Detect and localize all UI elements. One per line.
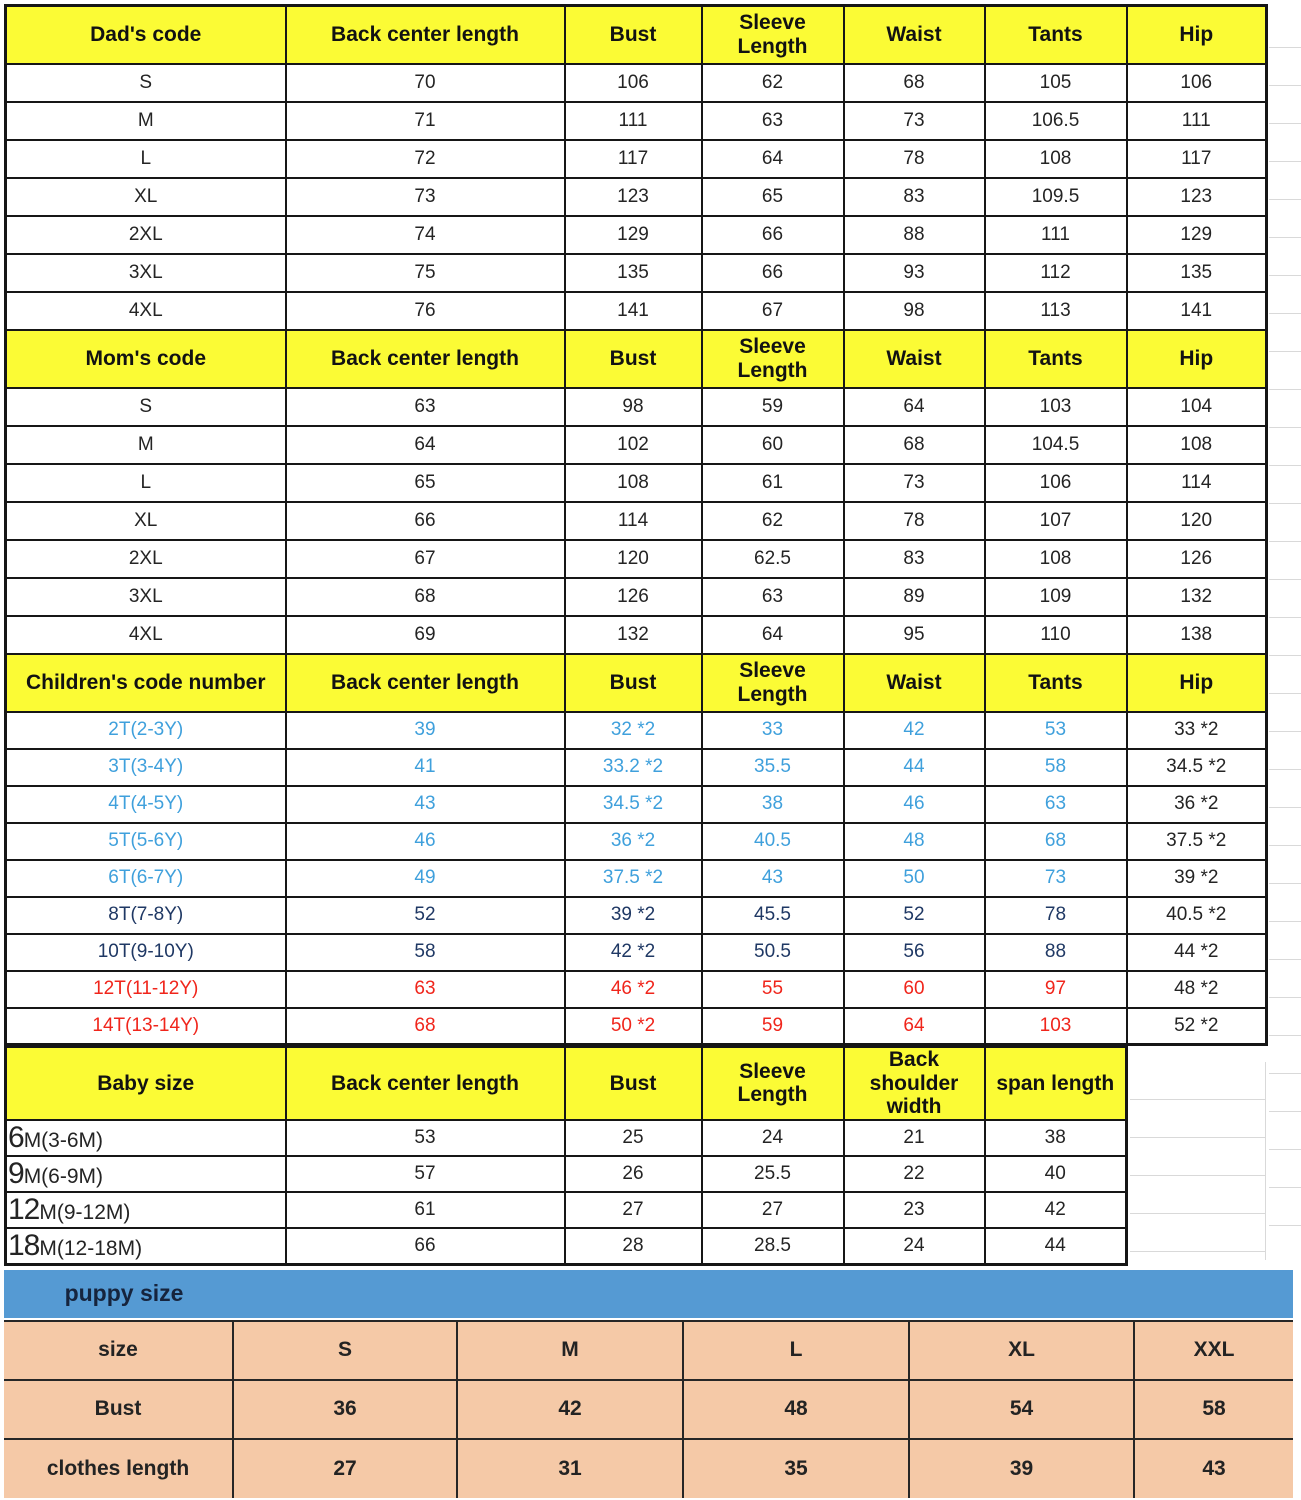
measurement-cell: 53 xyxy=(985,712,1127,749)
measurement-cell: 27 xyxy=(702,1192,844,1228)
column-header: Back center length xyxy=(286,654,565,712)
mom-row xyxy=(6,616,1267,654)
children-row xyxy=(6,971,1267,1008)
measurement-cell: 68 xyxy=(844,426,985,464)
spreadsheet-gridlines-baby-right xyxy=(1130,1062,1265,1260)
measurement-cell: 36 *2 xyxy=(1127,786,1267,823)
measurement-cell: 37.5 *2 xyxy=(565,860,702,897)
measurement-cell: 36 xyxy=(233,1380,457,1439)
puppy-size-cell: XXL xyxy=(1134,1321,1293,1380)
measurement-cell: 103 xyxy=(985,1008,1127,1045)
column-header: Tants xyxy=(985,654,1127,712)
dad-row xyxy=(6,64,1267,102)
measurement-cell: 46 xyxy=(286,823,565,860)
measurement-cell: 97 xyxy=(985,971,1127,1008)
baby-row xyxy=(6,1192,1127,1228)
measurement-cell: 123 xyxy=(1127,178,1267,216)
measurement-cell: 38 xyxy=(985,1120,1127,1156)
measurement-cell: 78 xyxy=(844,502,985,540)
column-header: Hip xyxy=(1127,6,1267,64)
column-header: Hip xyxy=(1127,330,1267,388)
column-header: Waist xyxy=(844,654,985,712)
size-label-cell: 2XL xyxy=(6,540,286,578)
column-header: Mom's code xyxy=(6,330,286,388)
size-label-big-digit: 12 xyxy=(8,1192,40,1226)
measurement-cell: 129 xyxy=(1127,216,1267,254)
column-header: Bust xyxy=(565,1047,702,1120)
puppy-row-label: clothes length xyxy=(4,1439,233,1498)
size-label-rest: M(12-18M) xyxy=(39,1236,143,1260)
measurement-cell: 88 xyxy=(985,934,1127,971)
measurement-cell: 108 xyxy=(565,464,702,502)
measurement-cell: 83 xyxy=(844,178,985,216)
column-header: Bust xyxy=(565,6,702,64)
dad-row xyxy=(6,102,1267,140)
measurement-cell: 39 *2 xyxy=(565,897,702,934)
measurement-cell: 44 xyxy=(844,749,985,786)
measurement-cell: 64 xyxy=(702,616,844,654)
measurement-cell: 50.5 xyxy=(702,934,844,971)
size-label-cell: 4XL xyxy=(6,292,286,330)
size-label-cell: L xyxy=(6,140,286,178)
measurement-cell: 50 xyxy=(844,860,985,897)
measurement-cell: 43 xyxy=(1134,1439,1293,1498)
measurement-cell: 27 xyxy=(565,1192,702,1228)
puppy-size-cell: M xyxy=(457,1321,683,1380)
children-row xyxy=(6,749,1267,786)
measurement-cell: 35.5 xyxy=(702,749,844,786)
measurement-cell: 106 xyxy=(1127,64,1267,102)
column-header: Bust xyxy=(565,654,702,712)
measurement-cell: 42 *2 xyxy=(565,934,702,971)
measurement-cell: 78 xyxy=(985,897,1127,934)
measurement-cell: 63 xyxy=(702,102,844,140)
measurement-cell: 63 xyxy=(985,786,1127,823)
column-header: Hip xyxy=(1127,654,1267,712)
measurement-cell: 75 xyxy=(286,254,565,292)
puppy-size-cell: L xyxy=(683,1321,909,1380)
puppy-size-banner xyxy=(4,1270,1293,1318)
puppy-row-label: Bust xyxy=(4,1380,233,1439)
column-header: Sleeve Length xyxy=(702,330,844,388)
measurement-cell: 23 xyxy=(844,1192,985,1228)
measurement-cell: 50 *2 xyxy=(565,1008,702,1045)
measurement-cell: 109 xyxy=(985,578,1127,616)
size-label-cell: XL xyxy=(6,178,286,216)
measurement-cell: 74 xyxy=(286,216,565,254)
measurement-cell: 113 xyxy=(985,292,1127,330)
children-row xyxy=(6,786,1267,823)
children-row xyxy=(6,897,1267,934)
spreadsheet-gridline-vertical xyxy=(1265,1062,1266,1260)
measurement-cell: 68 xyxy=(844,64,985,102)
measurement-cell: 111 xyxy=(565,102,702,140)
measurement-cell: 138 xyxy=(1127,616,1267,654)
size-label-cell: M xyxy=(6,102,286,140)
measurement-cell: 117 xyxy=(565,140,702,178)
measurement-cell: 57 xyxy=(286,1156,565,1192)
measurement-cell: 55 xyxy=(702,971,844,1008)
measurement-cell: 67 xyxy=(702,292,844,330)
measurement-cell: 28.5 xyxy=(702,1228,844,1265)
mom-header-row xyxy=(6,330,1267,388)
dad-row xyxy=(6,216,1267,254)
measurement-cell: 24 xyxy=(844,1228,985,1265)
measurement-cell: 32 *2 xyxy=(565,712,702,749)
measurement-cell: 44 *2 xyxy=(1127,934,1267,971)
children-row xyxy=(6,934,1267,971)
measurement-cell: 62 xyxy=(702,502,844,540)
measurement-cell: 58 xyxy=(1134,1380,1293,1439)
size-label-cell: 3T(3-4Y) xyxy=(6,749,286,786)
measurement-cell: 64 xyxy=(286,426,565,464)
measurement-cell: 31 xyxy=(457,1439,683,1498)
measurement-cell: 65 xyxy=(286,464,565,502)
measurement-cell: 66 xyxy=(702,216,844,254)
measurement-cell: 41 xyxy=(286,749,565,786)
measurement-cell: 78 xyxy=(844,140,985,178)
size-label-big-digit: 9 xyxy=(8,1156,24,1190)
measurement-cell: 56 xyxy=(844,934,985,971)
measurement-cell: 89 xyxy=(844,578,985,616)
column-header: Back center length xyxy=(286,1047,565,1120)
measurement-cell: 141 xyxy=(565,292,702,330)
measurement-cell: 69 xyxy=(286,616,565,654)
column-header: span length xyxy=(985,1047,1127,1120)
measurement-cell: 38 xyxy=(702,786,844,823)
measurement-cell: 24 xyxy=(702,1120,844,1156)
measurement-cell: 66 xyxy=(286,502,565,540)
children-row xyxy=(6,712,1267,749)
size-label-cell: S xyxy=(6,64,286,102)
puppy-row-label: size xyxy=(4,1321,233,1380)
measurement-cell: 35 xyxy=(683,1439,909,1498)
measurement-cell: 70 xyxy=(286,64,565,102)
measurement-cell: 64 xyxy=(844,388,985,426)
size-label-big-digit: 18 xyxy=(8,1228,40,1262)
size-label-cell: 12T(11-12Y) xyxy=(6,971,286,1008)
measurement-cell: 95 xyxy=(844,616,985,654)
column-header: Tants xyxy=(985,6,1127,64)
measurement-cell: 42 xyxy=(457,1380,683,1439)
measurement-cell: 58 xyxy=(985,749,1127,786)
measurement-cell: 73 xyxy=(985,860,1127,897)
measurement-cell: 46 xyxy=(844,786,985,823)
size-label-cell: S xyxy=(6,388,286,426)
measurement-cell: 37.5 *2 xyxy=(1127,823,1267,860)
measurement-cell: 58 xyxy=(286,934,565,971)
size-label-cell xyxy=(6,1120,286,1156)
measurement-cell: 34.5 *2 xyxy=(565,786,702,823)
mom-row xyxy=(6,388,1267,426)
measurement-cell: 66 xyxy=(702,254,844,292)
children-row xyxy=(6,860,1267,897)
measurement-cell: 43 xyxy=(286,786,565,823)
column-header: Children's code number xyxy=(6,654,286,712)
measurement-cell: 33 xyxy=(702,712,844,749)
size-label-big-digit: 6 xyxy=(8,1120,24,1154)
measurement-cell: 108 xyxy=(985,540,1127,578)
measurement-cell: 120 xyxy=(1127,502,1267,540)
column-header: Dad's code xyxy=(6,6,286,64)
size-label-cell: 2XL xyxy=(6,216,286,254)
measurement-cell: 106 xyxy=(985,464,1127,502)
measurement-cell: 73 xyxy=(844,464,985,502)
children-header-row xyxy=(6,654,1267,712)
measurement-cell: 73 xyxy=(844,102,985,140)
measurement-cell: 48 xyxy=(844,823,985,860)
measurement-cell: 111 xyxy=(985,216,1127,254)
measurement-cell: 132 xyxy=(565,616,702,654)
column-header: Back center length xyxy=(286,330,565,388)
measurement-cell: 54 xyxy=(909,1380,1134,1439)
measurement-cell: 102 xyxy=(565,426,702,464)
measurement-cell: 73 xyxy=(286,178,565,216)
column-header: Sleeve Length xyxy=(702,1047,844,1120)
mom-row xyxy=(6,426,1267,464)
measurement-cell: 114 xyxy=(1127,464,1267,502)
measurement-cell: 135 xyxy=(565,254,702,292)
measurement-cell: 129 xyxy=(565,216,702,254)
measurement-cell: 106 xyxy=(565,64,702,102)
measurement-cell: 49 xyxy=(286,860,565,897)
measurement-cell: 93 xyxy=(844,254,985,292)
size-label-cell xyxy=(6,1228,286,1265)
dad-row xyxy=(6,140,1267,178)
measurement-cell: 25 xyxy=(565,1120,702,1156)
measurement-cell: 39 xyxy=(909,1439,1134,1498)
puppy-row xyxy=(4,1439,1293,1498)
size-label-cell: 2T(2-3Y) xyxy=(6,712,286,749)
size-label-cell: XL xyxy=(6,502,286,540)
dad-row xyxy=(6,254,1267,292)
measurement-cell: 34.5 *2 xyxy=(1127,749,1267,786)
size-label-cell: 14T(13-14Y) xyxy=(6,1008,286,1045)
size-label-cell: 5T(5-6Y) xyxy=(6,823,286,860)
children-row xyxy=(6,823,1267,860)
spreadsheet-gridlines-right xyxy=(1269,10,1301,1260)
dad-row xyxy=(6,292,1267,330)
measurement-cell: 104.5 xyxy=(985,426,1127,464)
size-label-rest: M(3-6M) xyxy=(23,1128,104,1152)
children-row xyxy=(6,1008,1267,1045)
measurement-cell: 59 xyxy=(702,388,844,426)
measurement-cell: 66 xyxy=(286,1228,565,1265)
measurement-cell: 42 xyxy=(985,1192,1127,1228)
measurement-cell: 36 *2 xyxy=(565,823,702,860)
puppy-size-row xyxy=(4,1321,1293,1380)
column-header: Back shoulder width xyxy=(844,1047,985,1120)
measurement-cell: 135 xyxy=(1127,254,1267,292)
measurement-cell: 107 xyxy=(985,502,1127,540)
measurement-cell: 40 xyxy=(985,1156,1127,1192)
measurement-cell: 43 xyxy=(702,860,844,897)
measurement-cell: 39 xyxy=(286,712,565,749)
measurement-cell: 88 xyxy=(844,216,985,254)
size-label-cell: L xyxy=(6,464,286,502)
measurement-cell: 63 xyxy=(286,388,565,426)
measurement-cell: 65 xyxy=(702,178,844,216)
measurement-cell: 52 xyxy=(286,897,565,934)
measurement-cell: 22 xyxy=(844,1156,985,1192)
measurement-cell: 105 xyxy=(985,64,1127,102)
column-header: Bust xyxy=(565,330,702,388)
measurement-cell: 52 *2 xyxy=(1127,1008,1267,1045)
size-label-rest: M(9-12M) xyxy=(39,1200,131,1224)
measurement-cell: 61 xyxy=(702,464,844,502)
measurement-cell: 60 xyxy=(702,426,844,464)
size-label-cell: 3XL xyxy=(6,578,286,616)
measurement-cell: 64 xyxy=(702,140,844,178)
measurement-cell: 59 xyxy=(702,1008,844,1045)
baby-header-row xyxy=(6,1047,1127,1120)
measurement-cell: 72 xyxy=(286,140,565,178)
measurement-cell: 103 xyxy=(985,388,1127,426)
puppy-size-cell: XL xyxy=(909,1321,1134,1380)
puppy-size-cell: S xyxy=(233,1321,457,1380)
measurement-cell: 83 xyxy=(844,540,985,578)
measurement-cell: 110 xyxy=(985,616,1127,654)
measurement-cell: 33 *2 xyxy=(1127,712,1267,749)
mom-row xyxy=(6,540,1267,578)
measurement-cell: 68 xyxy=(286,1008,565,1045)
measurement-cell: 21 xyxy=(844,1120,985,1156)
baby-size-table xyxy=(4,1046,1128,1266)
baby-row xyxy=(6,1228,1127,1265)
size-label-cell xyxy=(6,1192,286,1228)
puppy-size-table xyxy=(4,1320,1293,1498)
size-label-rest: M(6-9M) xyxy=(23,1164,104,1188)
measurement-cell: 27 xyxy=(233,1439,457,1498)
measurement-cell: 76 xyxy=(286,292,565,330)
measurement-cell: 112 xyxy=(985,254,1127,292)
measurement-cell: 104 xyxy=(1127,388,1267,426)
measurement-cell: 40.5 xyxy=(702,823,844,860)
family-size-table xyxy=(4,4,1268,1046)
measurement-cell: 61 xyxy=(286,1192,565,1228)
size-label-cell: 10T(9-10Y) xyxy=(6,934,286,971)
measurement-cell: 33.2 *2 xyxy=(565,749,702,786)
measurement-cell: 45.5 xyxy=(702,897,844,934)
size-label-cell: 8T(7-8Y) xyxy=(6,897,286,934)
measurement-cell: 68 xyxy=(286,578,565,616)
measurement-cell: 67 xyxy=(286,540,565,578)
measurement-cell: 53 xyxy=(286,1120,565,1156)
measurement-cell: 141 xyxy=(1127,292,1267,330)
measurement-cell: 52 xyxy=(844,897,985,934)
size-label-cell: 3XL xyxy=(6,254,286,292)
measurement-cell: 42 xyxy=(844,712,985,749)
measurement-cell: 25.5 xyxy=(702,1156,844,1192)
measurement-cell: 114 xyxy=(565,502,702,540)
column-header: Sleeve Length xyxy=(702,654,844,712)
measurement-cell: 63 xyxy=(702,578,844,616)
measurement-cell: 120 xyxy=(565,540,702,578)
size-label-cell: 4XL xyxy=(6,616,286,654)
measurement-cell: 117 xyxy=(1127,140,1267,178)
column-header: Tants xyxy=(985,330,1127,388)
measurement-cell: 40.5 *2 xyxy=(1127,897,1267,934)
measurement-cell: 126 xyxy=(565,578,702,616)
measurement-cell: 106.5 xyxy=(985,102,1127,140)
measurement-cell: 60 xyxy=(844,971,985,1008)
size-label-cell: 6T(6-7Y) xyxy=(6,860,286,897)
measurement-cell: 62.5 xyxy=(702,540,844,578)
measurement-cell: 98 xyxy=(565,388,702,426)
measurement-cell: 62 xyxy=(702,64,844,102)
size-label-cell xyxy=(6,1156,286,1192)
measurement-cell: 48 *2 xyxy=(1127,971,1267,1008)
mom-row xyxy=(6,464,1267,502)
measurement-cell: 68 xyxy=(985,823,1127,860)
measurement-cell: 98 xyxy=(844,292,985,330)
measurement-cell: 64 xyxy=(844,1008,985,1045)
measurement-cell: 111 xyxy=(1127,102,1267,140)
column-header: Waist xyxy=(844,6,985,64)
baby-row xyxy=(6,1120,1127,1156)
measurement-cell: 63 xyxy=(286,971,565,1008)
measurement-cell: 48 xyxy=(683,1380,909,1439)
measurement-cell: 28 xyxy=(565,1228,702,1265)
size-label-cell: 4T(4-5Y) xyxy=(6,786,286,823)
measurement-cell: 44 xyxy=(985,1228,1127,1265)
puppy-row xyxy=(4,1380,1293,1439)
mom-row xyxy=(6,578,1267,616)
column-header: Sleeve Length xyxy=(702,6,844,64)
column-header: Back center length xyxy=(286,6,565,64)
measurement-cell: 132 xyxy=(1127,578,1267,616)
measurement-cell: 123 xyxy=(565,178,702,216)
size-label-cell: M xyxy=(6,426,286,464)
dad-header-row xyxy=(6,6,1267,64)
mom-row xyxy=(6,502,1267,540)
puppy-banner-label: puppy size xyxy=(64,1280,184,1307)
measurement-cell: 109.5 xyxy=(985,178,1127,216)
measurement-cell: 126 xyxy=(1127,540,1267,578)
dad-row xyxy=(6,178,1267,216)
measurement-cell: 46 *2 xyxy=(565,971,702,1008)
measurement-cell: 26 xyxy=(565,1156,702,1192)
measurement-cell: 39 *2 xyxy=(1127,860,1267,897)
baby-row xyxy=(6,1156,1127,1192)
column-header: Baby size xyxy=(6,1047,286,1120)
measurement-cell: 108 xyxy=(1127,426,1267,464)
measurement-cell: 71 xyxy=(286,102,565,140)
measurement-cell: 108 xyxy=(985,140,1127,178)
column-header: Waist xyxy=(844,330,985,388)
